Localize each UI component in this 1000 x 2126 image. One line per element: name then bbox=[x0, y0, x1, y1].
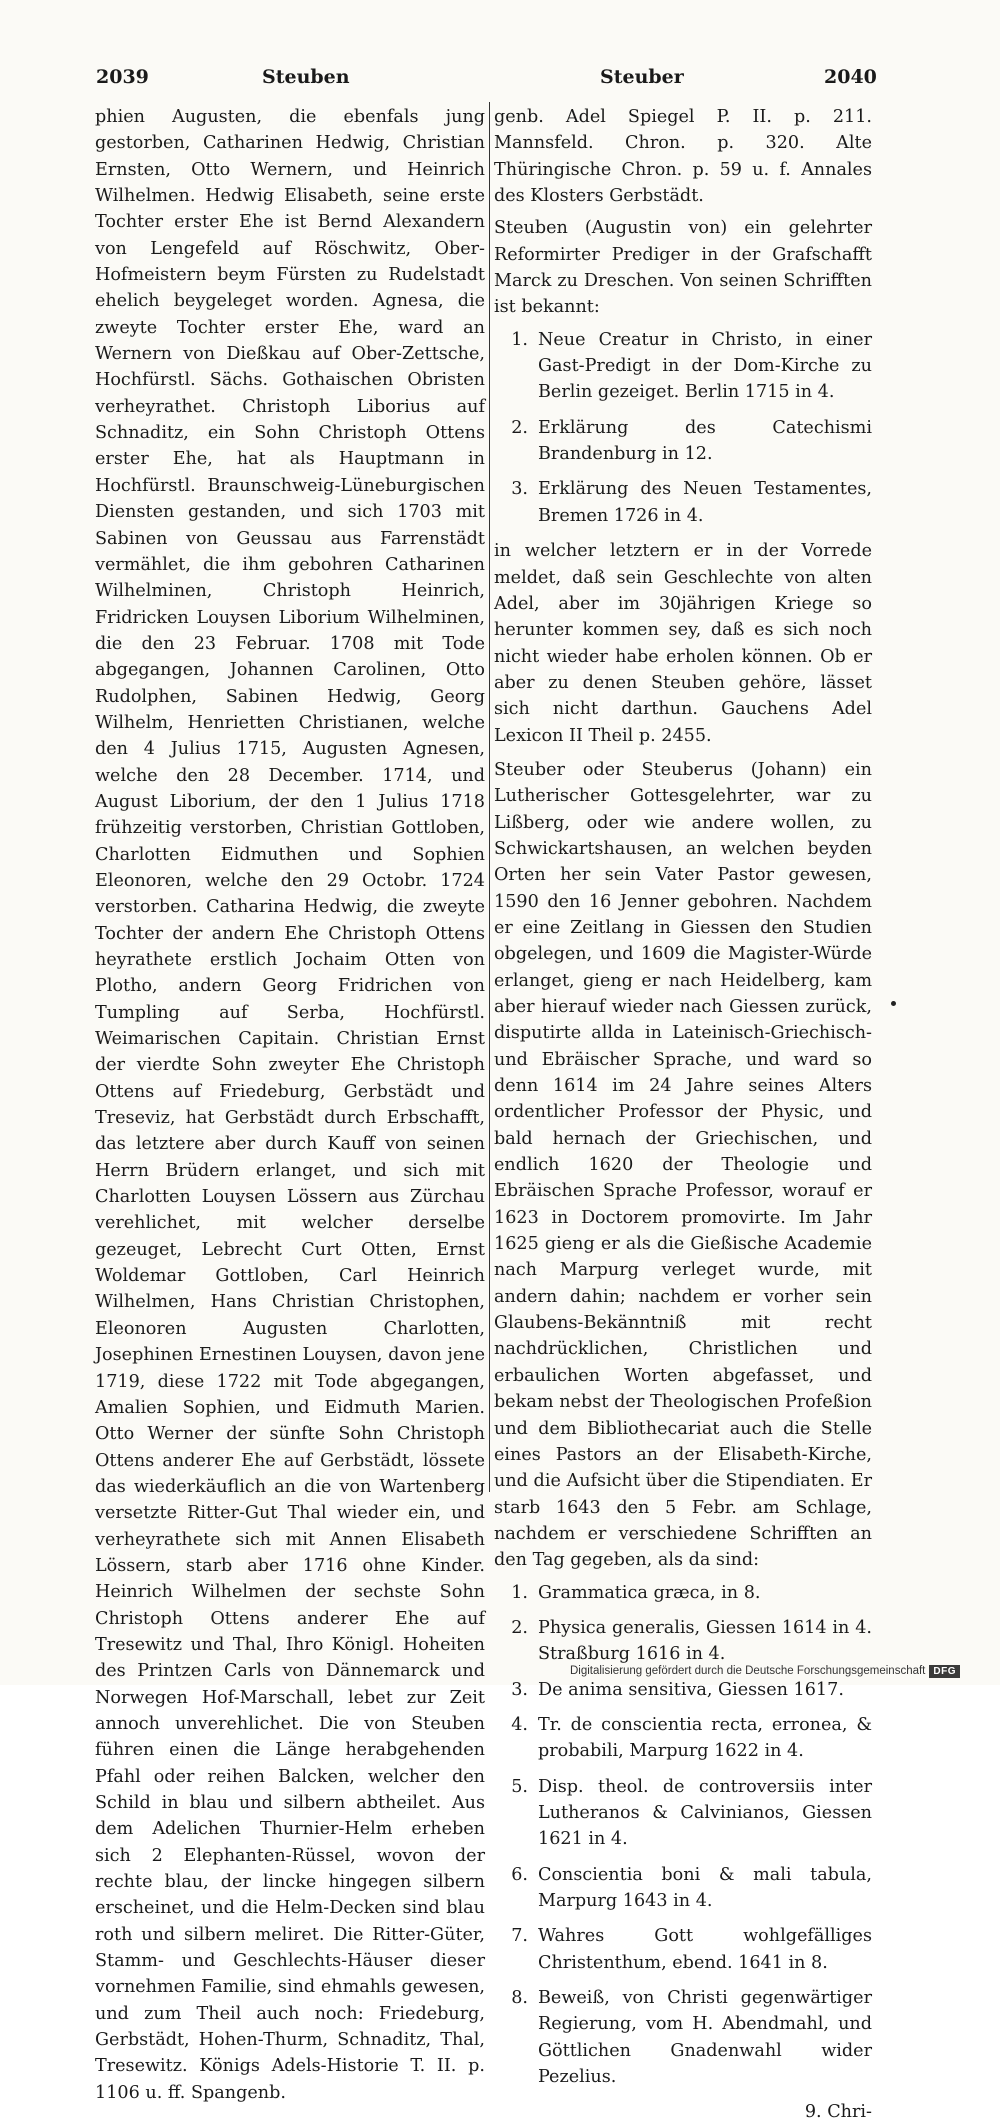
entry-steuben-continuation: in welcher letztern er in der Vorrede meldet, daß sein Geschlechte von alten Adel, aber im 30jährigen Kriege so herunter kommen sey, daß es sich noch nicht wieder habe erholen können. Ob er aber zu denen Steuben gehöre, lässet sich nicht darthun. Gauchens Adel Lexicon II Theil p. 2455. bbox=[494, 541, 872, 746]
steuber-works-list bbox=[494, 1580, 872, 2091]
running-title-left: Steuben bbox=[262, 66, 350, 88]
list-item-number: 2. bbox=[511, 417, 528, 438]
list-item-number: 7. bbox=[511, 1926, 528, 1947]
list-item-number: 3. bbox=[511, 479, 528, 500]
list-item-text: De anima sensitiva, Giessen 1617. bbox=[538, 1679, 844, 1700]
catchword: 9. Chri- bbox=[804, 2102, 872, 2123]
list-item-text: Disp. theol. de controversiis inter Lutheranos & Calvinianos, Giessen 1621 in 4. bbox=[538, 1776, 872, 1850]
page-number-left: 2039 bbox=[96, 66, 149, 88]
list-item bbox=[494, 1985, 872, 2090]
list-item-text: Physica generalis, Giessen 1614 in 4. Straßburg 1616 in 4. bbox=[538, 1617, 872, 1665]
footer-credit: Digitalisierung gefördert durch die Deutsche Forschungsgemeinschaft bbox=[569, 1665, 926, 1677]
list-item-text: Erklärung des Neuen Testamentes, Bremen 1726 in 4. bbox=[538, 479, 872, 526]
list-item-number: 1. bbox=[511, 329, 528, 350]
list-item bbox=[494, 327, 872, 406]
list-item bbox=[494, 1580, 872, 1606]
list-item-number: 5. bbox=[511, 1776, 528, 1797]
list-item-text: Wahres Gott wohlgefälliges Christenthum, ebend. 1641 in 8. bbox=[538, 1926, 872, 1973]
list-item-text: Neue Creatur in Christo, in einer Gast-Predigt in der Dom-Kirche zu Berlin gezeiget. Berlin 1715 in 4. bbox=[538, 329, 872, 403]
digitization-footer bbox=[560, 1662, 960, 1680]
list-item-number: 2. bbox=[511, 1617, 528, 1638]
list-item-number: 1. bbox=[511, 1582, 528, 1603]
column-divider bbox=[489, 102, 490, 1492]
left-column bbox=[95, 104, 485, 2106]
list-item bbox=[494, 415, 872, 468]
page-number-right: 2040 bbox=[824, 66, 877, 88]
list-item-number: 8. bbox=[511, 1988, 528, 2009]
entry-steuber-johann: Steuber oder Steuberus (Johann) ein Lutherischer Gottesgelehrter, war zu Lißberg, oder wie andere wollen, zu Schwickartshausen, an welchen beyden Orten her sein Vater Pastor gewesen, 1590 den 16 Jenner gebohren. Nachdem er eine Zeitlang in Giessen den Studien obgelegen, und 1609 die Magister-Würde erlanget, gieng er nach Heidelberg, kam aber hierauf wieder nach Giessen zurück, disputirte allda in Lateinisch-Griechisch- und Ebräischer Sprache, und ward so denn 1614 im 24 Jahre seines Alters ordentlicher Professor der Physic, und bald hernach der Griechischen, und endlich 1620 der Theologie und Ebräischen Sprache Professor, worauf er 1623 in Doctorem promovirte. Im Jahr 1625 gieng er als die Gießische Academie nach Marpurg verleget wurde, mit andern dahin; nachdem er vorher sein Glaubens-Bekänntniß mit recht nachdrücklichen, Christlichen und erbaulichen Worten abgefasset, und bekam nebst der Theologischen Profeßion und dem Bibliothecariat auch die Stelle eines Pastors an der Elisabeth-Kirche, und die Aufsicht über die Stipendiaten. Er starb 1643 den 5 Febr. am Schlage, nachdem er verschiedene Schrifften an den Tag gegeben, als da sind: bbox=[494, 759, 872, 1571]
list-item bbox=[494, 1862, 872, 1915]
continuation-text: genb. Adel Spiegel P. II. p. 211. Mannsfeld. Chron. p. 320. Alte Thüringische Chron. p. 59 u. f. Annales des Klosters Gerbstädt. bbox=[494, 107, 872, 207]
entry-steuben-augustin: Steuben (Augustin von) ein gelehrter Reformirter Prediger in der Grafschafft Marck zu Dreschen. Von seinen Schrifften ist bekannt: bbox=[494, 218, 872, 318]
list-item-number: 3. bbox=[511, 1679, 528, 1700]
list-item-text: Grammatica græca, in 8. bbox=[538, 1582, 761, 1603]
list-item bbox=[494, 1712, 872, 1765]
running-title-right: Steuber bbox=[600, 66, 684, 88]
dfg-logo-icon: DFG bbox=[929, 1665, 960, 1678]
steuben-works-list bbox=[494, 327, 872, 529]
list-item bbox=[494, 1774, 872, 1853]
list-item bbox=[494, 1677, 872, 1703]
right-column bbox=[494, 104, 872, 2126]
list-item bbox=[494, 1615, 872, 1668]
margin-mark bbox=[891, 1001, 896, 1006]
list-item bbox=[494, 476, 872, 529]
list-item-text: Tr. de conscientia recta, erronea, & probabili, Marpurg 1622 in 4. bbox=[538, 1714, 872, 1762]
left-column-text: phien Augusten, die ebenfals jung gestorben, Catharinen Hedwig, Christian Ernsten, Otto Wernern, und Heinrich Wilhelmen. Hedwig Elisabeth, seine erste Tochter erster Ehe ist Bernd Alexandern von Lengefeld auf Röschwitz, Ober-Hofmeistern beym Fürsten zu Rudelstadt ehelich beygeleget worden. Agnesa, die zweyte Tochter erster Ehe, ward an Wernern von Dießkau auf Ober-Zettsche, Hochfürstl. Sächs. Gothaischen Obristen verheyrathet. Christoph Liborius auf Schnaditz, ein Sohn Christoph Ottens erster Ehe, hat als Hauptmann in Hochfürstl. Braunschweig-Lüneburgischen Diensten gestanden, und sich 1703 mit Sabinen von Geussau aus Farrenstädt vermählet, die ihm gebohren Catharinen Wilhelminen, Christoph Heinrich, Fridricken Louysen Liborium Wilhelminen, die den 23 Februar. 1708 mit Tode abgegangen, Johannen Carolinen, Otto Rudolphen, Sabinen Hedwig, Georg Wilhelm, Henrietten Christianen, welche den 4 Julius 1715, Augusten Agnesen, welche den 28 December. 1714, und August Liborium, der den 1 Julius 1718 frühzeitig verstorben, Christian Gottloben, Charlotten Eidmuthen und Sophien Eleonoren, welche den 29 Octobr. 1724 verstorben. Catharina Hedwig, die zweyte Tochter der andern Ehe Christoph Ottens heyrathete erstlich Jochaim Otten von Plotho, andern Georg Fridrichen von Tumpling auf Serba, Hochfürstl. Weimarischen Capitain. Christian Ernst der vierdte Sohn zweyter Ehe Christoph Ottens auf Friedeburg, Gerbstädt und Treseviz, hat Gerbstädt durch Erbschafft, das letztere aber durch Kauff von seinen Herrn Brüdern erlanget, und sich mit Charlotten Louysen Lössern aus Zürchau verehlichet, mit welcher derselbe gezeuget, Lebrecht Curt Otten, Ernst Woldemar Gottloben, Carl Heinrich Wilhelmen, Hans Christian Christophen, Eleonoren Augusten Charlotten, Josephinen Ernestinen Louysen, davon jene 1719, diese 1722 mit Tode abgegangen, Amalien Sophien, und Eidmuth Marien. Otto Werner der sünfte Sohn Christoph Ottens anderer Ehe auf Gerbstädt, lössete das wiederkäuflich an die von Wartenberg versetzte Ritter-Gut Thal wieder ein, und verheyrathete sich mit Annen Elisabeth Lössern, starb aber 1716 ohne Kinder. Heinrich Wilhelmen der sechste Sohn Christoph Ottens anderer Ehe auf Tresewitz und Thal, Ihro Königl. Hoheiten des Printzen Carls von Dännemarck und Norwegen Hof-Marschall, lebet zur Zeit annoch unverehlichet. Die von Steuben führen einen die Länge herabgehenden Pfahl oder reihen Balcken, welcher den Schild in blau und silbern abtheilet. Aus dem Adelichen Thurnier-Helm erheben sich 2 Elephanten-Rüssel, wovon der rechte blau, der lincke hingegen silbern erscheinet, und die Helm-Decken sind blau roth und silbern meliret. Die Ritter-Güter, Stamm- und Geschlechts-Häuser dieser vornehmen Familie, sind ehmahls gewesen, und zum Theil auch noch: Friedeburg, Gerbstädt, Hohen-Thurm, Schnaditz, Thal, Tresewitz. Königs Adels-Historie T. II. p. 1106 u. ff. Spangenb. bbox=[95, 107, 485, 2103]
list-item-text: Erklärung des Catechismi Brandenburg in 12. bbox=[538, 417, 872, 465]
list-item-text: Conscientia boni & mali tabula, Marpurg 1643 in 4. bbox=[538, 1864, 872, 1911]
list-item-number: 6. bbox=[511, 1864, 528, 1885]
list-item bbox=[494, 1923, 872, 1976]
list-item-number: 4. bbox=[511, 1714, 528, 1735]
list-item-text: Beweiß, von Christi gegenwärtiger Regierung, vom H. Abendmahl, und Göttlichen Gnadenwahl wider Pezelius. bbox=[538, 1988, 872, 2088]
